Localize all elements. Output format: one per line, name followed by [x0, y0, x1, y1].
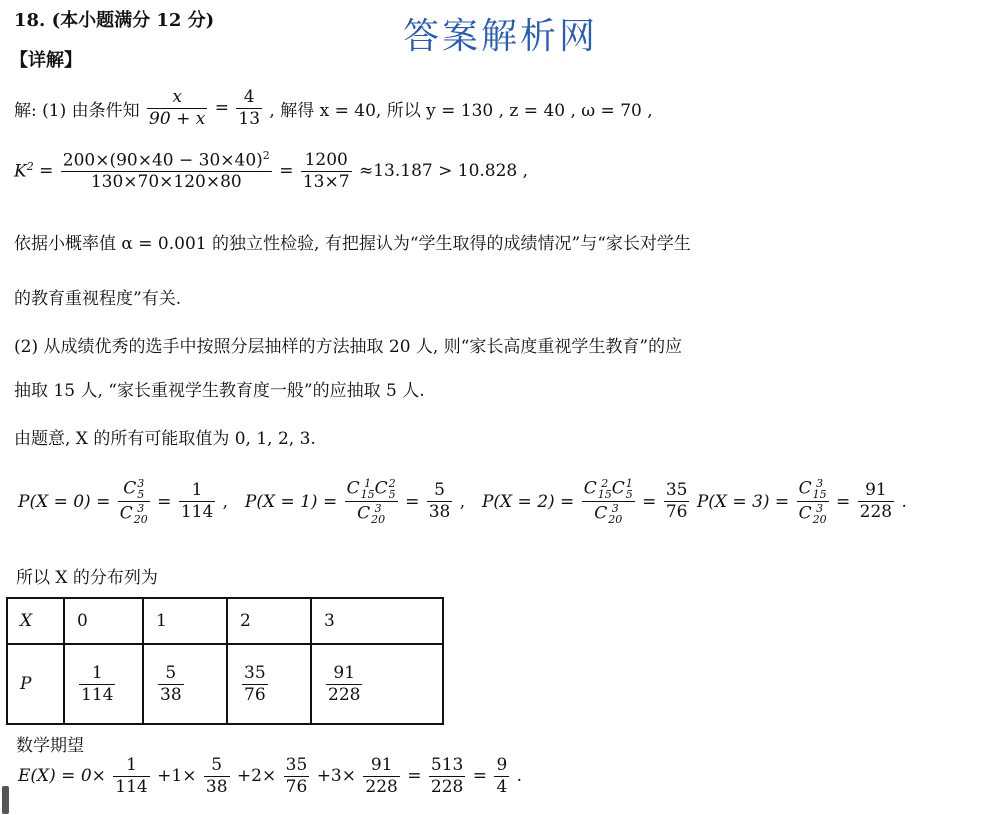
text-cursor-marker — [2, 786, 9, 814]
table-cell: $\frac{35}{76}$ — [227, 644, 311, 724]
distribution-table — [6, 597, 444, 725]
k2-simplified-fraction: $\frac{1200}{13\times 7}$ — [302, 149, 350, 192]
p1-combination-fraction: C 1 15 C 2 5 C 3 20 — [346, 477, 396, 526]
table-cell: 1 — [143, 598, 227, 644]
part1-line: 解: (1) 由条件知 $\frac{x}{90 + x}$ = $\frac{4}{13}$ , 解得 x = 40, 所以 y = 130 , z = 40 , ω = 70 , — [14, 87, 653, 129]
table-row-x — [7, 598, 443, 644]
k2-result: ≈13.187 > 10.828 , — [358, 161, 529, 182]
table-header-x: X — [7, 598, 64, 644]
table-cell: $\frac{91}{228}$ — [311, 644, 443, 724]
p2-combination-fraction: C 2 15 C 1 5 C 3 20 — [583, 477, 633, 526]
probability-line: P(X = 0) = C 3 5 C 3 20 = $\frac{1}{114}$ , P(X = 1) = C 1 15 C 2 5 C 3 20 = $\frac{5}{38}$ , P(X = 2) = C 2 15 C 1 5 C 3 20 = $\frac{35}{76}$ P(X = 3) = C 3 15 C 3 20 = $\frac{91}{228}$ . — [18, 477, 907, 526]
table-row-p — [7, 644, 443, 724]
table-cell: 2 — [227, 598, 311, 644]
expectation-label: 数学期望 — [16, 736, 84, 756]
part2-line2: 抽取 15 人, “家长重视学生教育度一般”的应抽取 5 人. — [14, 381, 425, 401]
table-cell: $\frac{1}{114}$ — [64, 644, 143, 724]
watermark: 答案解析网 — [403, 16, 599, 57]
fraction-x-over-90x: $\frac{x}{90 + x}$ — [149, 87, 206, 129]
part2-line3: 由题意, X 的所有可能取值为 0, 1, 2, 3. — [14, 429, 316, 449]
conclusion-line2: 的教育重视程度”有关. — [14, 289, 182, 309]
expectation-formula: E(X) = 0× $\frac{1}{114}$ +1× $\frac{5}{38}$ +2× $\frac{35}{76}$ +3× $\frac{91}{228}$ = $\frac{513}{228}$ = $\frac{9}{4}$ . — [18, 755, 523, 797]
p0-combination-fraction: C 3 5 C 3 20 — [119, 477, 148, 526]
fraction-4-13: $\frac{4}{13}$ — [238, 87, 261, 129]
conclusion-line1: 依据小概率值 α = 0.001 的独立性检验, 有把握认为“学生取得的成绩情况”与“家长对学生 — [14, 234, 691, 254]
p3-value: $\frac{91}{228}$ — [859, 480, 893, 522]
k2-main-fraction: $\frac{200\times(90\times 40 - 30\times 40)^2}{130\times 70\times 120\times 80}$ — [62, 149, 270, 193]
section-heading: 【详解】 — [10, 50, 82, 71]
part2-line1: (2) 从成绩优秀的选手中按照分层抽样的方法抽取 20 人, 则“家长高度重视学生教育”的应 — [14, 337, 683, 357]
p1-value: $\frac{5}{38}$ — [428, 480, 451, 522]
p0-value: $\frac{1}{114}$ — [180, 480, 214, 522]
table-cell: 0 — [64, 598, 143, 644]
k2-line: $K^2$ = $\frac{200\times(90\times 40 - 30\times 40)^2}{130\times 70\times 120\times 80}$ = $\frac{1200}{13\times 7}$ ≈13.187 > 10.828 , — [14, 149, 529, 193]
p3-combination-fraction: C 3 15 C 3 20 — [798, 477, 827, 526]
table-header-p: P — [7, 644, 64, 724]
table-cell: 3 — [311, 598, 443, 644]
table-cell: $\frac{5}{38}$ — [143, 644, 227, 724]
distribution-intro: 所以 X 的分布列为 — [16, 568, 158, 588]
part1-result: , 解得 x = 40, 所以 y = 130 , z = 40 , ω = 70 , — [269, 100, 653, 121]
part1-intro: 解: (1) 由条件知 — [14, 100, 140, 121]
question-title: 18. (本小题满分 12 分) — [14, 10, 215, 31]
p2-value: $\frac{35}{76}$ — [665, 480, 688, 522]
